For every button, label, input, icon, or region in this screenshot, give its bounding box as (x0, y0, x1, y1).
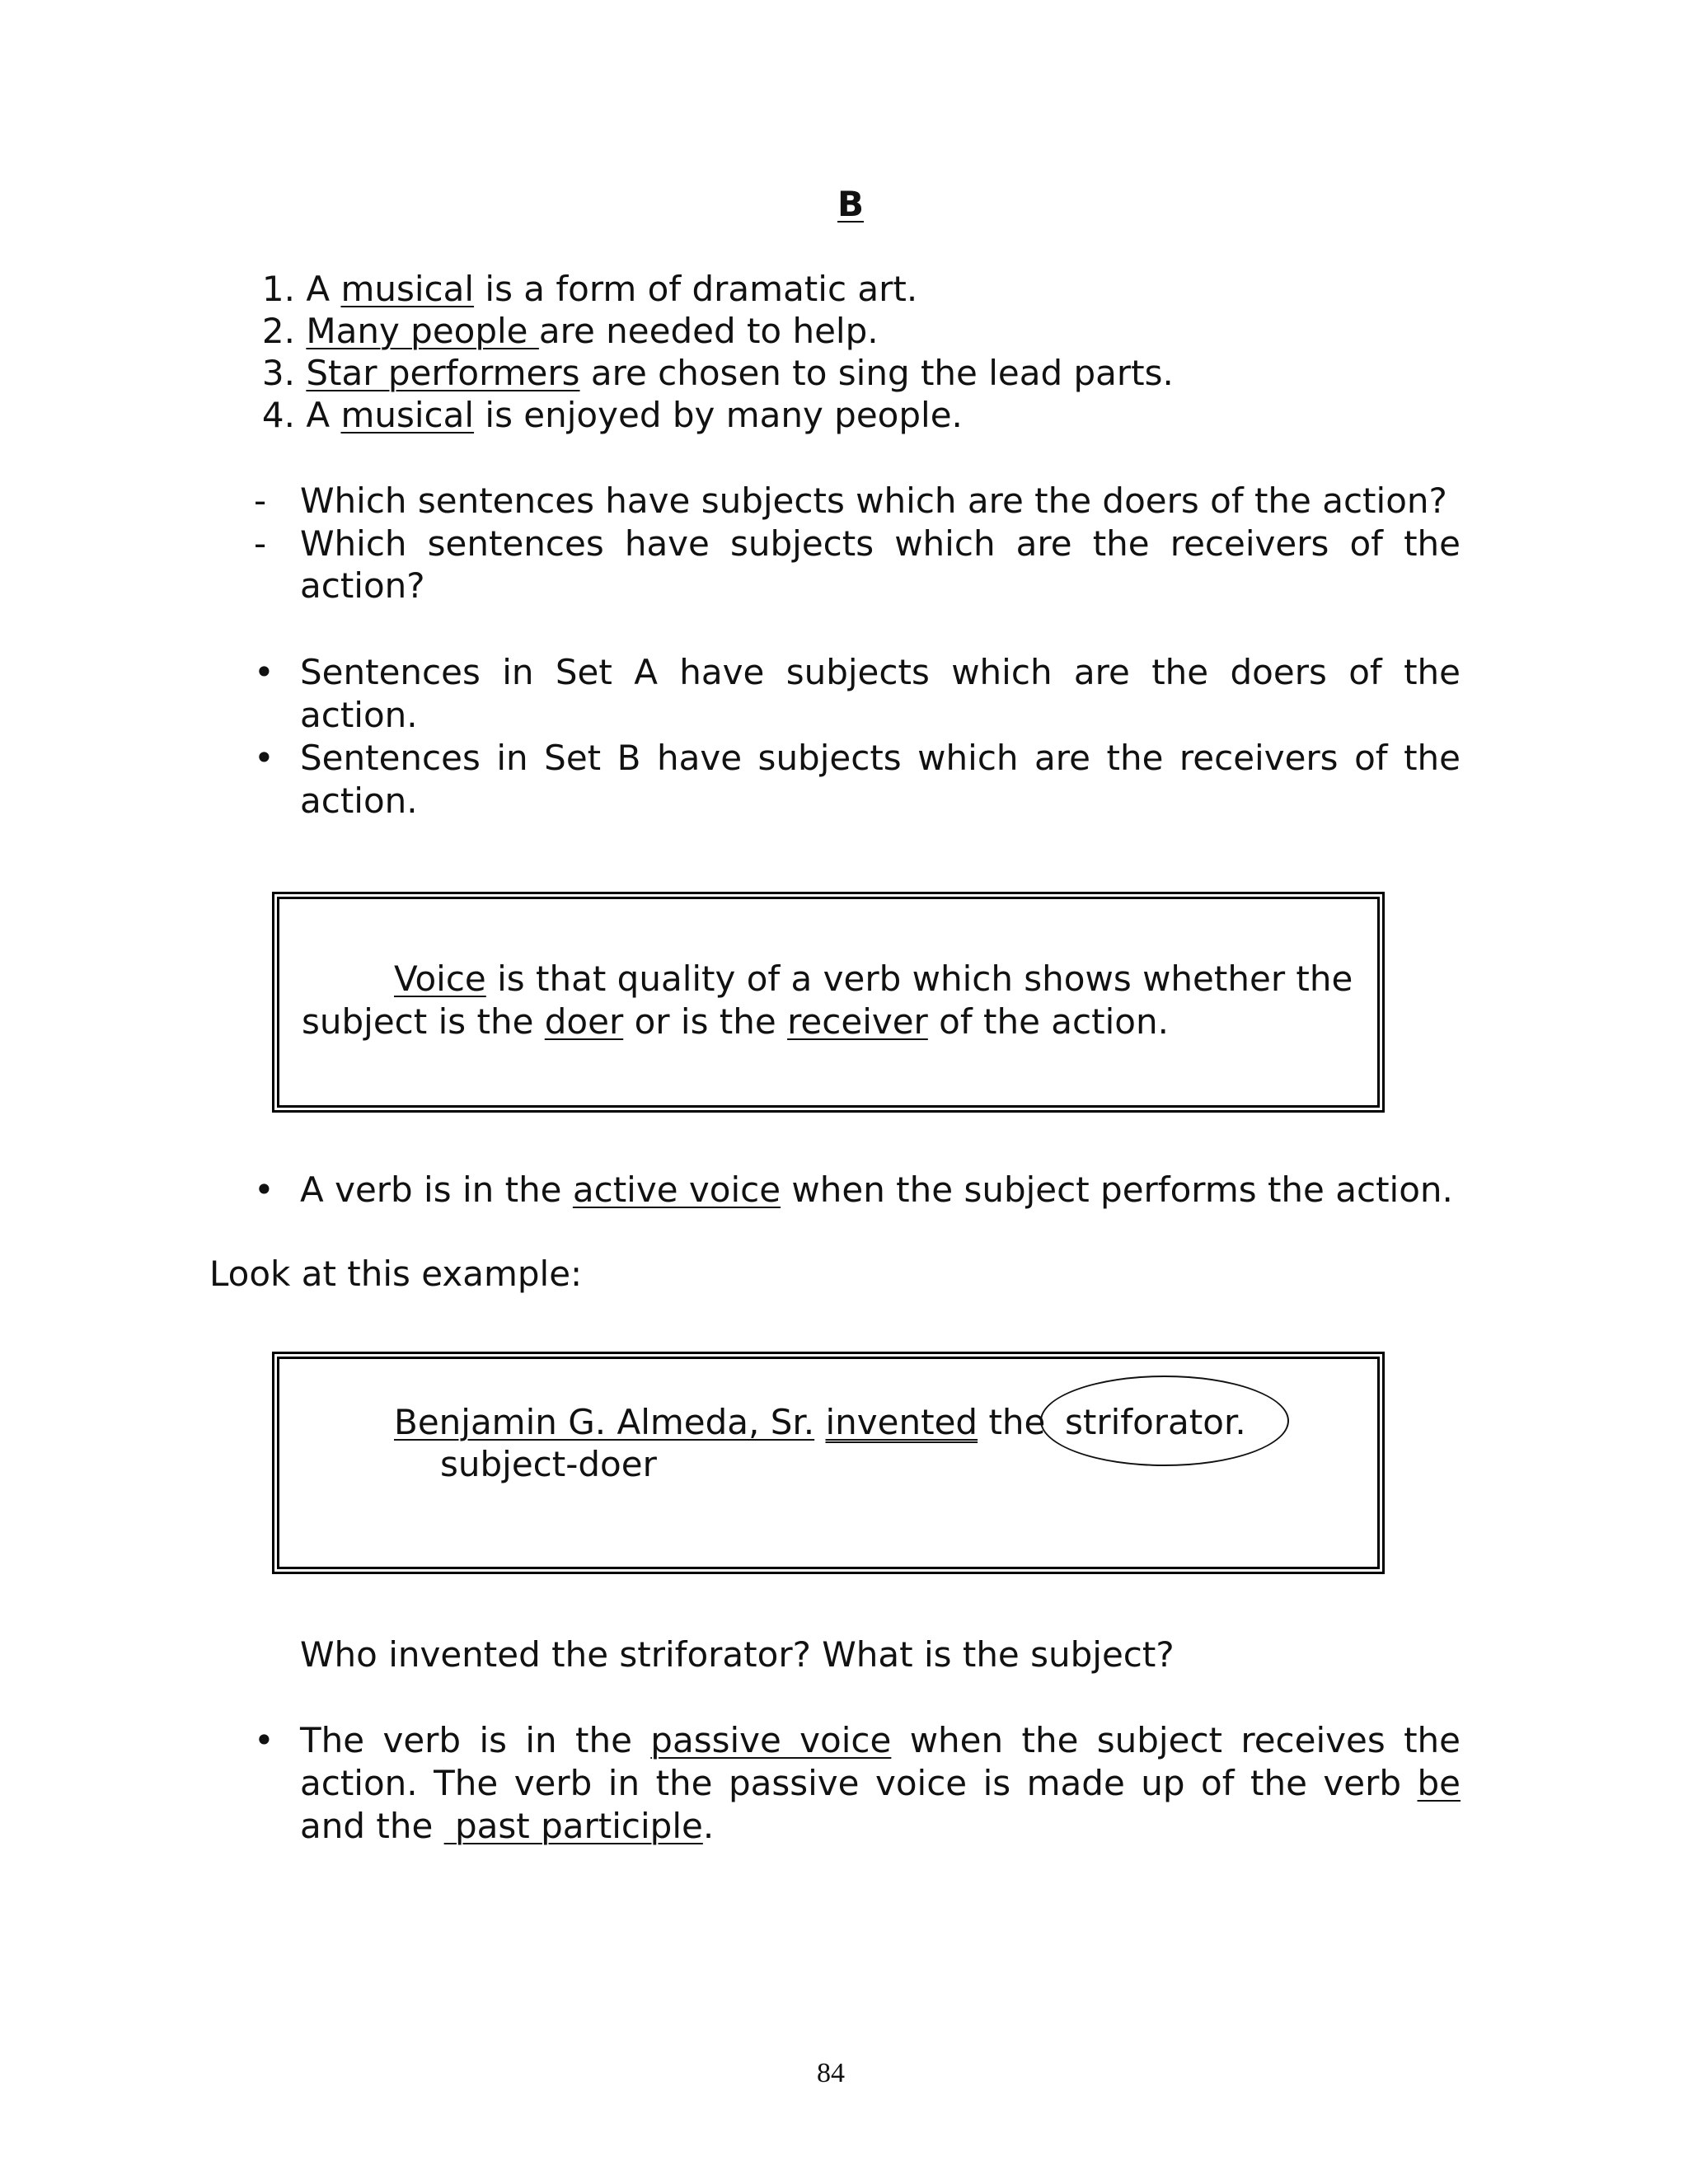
rule-text: . (702, 1806, 715, 1846)
dash-marker: - (254, 523, 267, 564)
bullet-marker: • (254, 652, 274, 692)
item-number: 2. (261, 311, 295, 351)
item-subject: musical (340, 269, 475, 309)
passive-voice-rule (300, 1805, 714, 1848)
item-text: are chosen to sing the lead parts. (579, 353, 1174, 393)
definition-line (302, 1001, 1169, 1043)
term-doer: doer (544, 1001, 624, 1042)
definition-text: is that quality of a verb which shows whether the (485, 958, 1353, 999)
finding-text: Sentences in Set A have subjects which are the doers of the (300, 652, 1461, 692)
term-active-voice: active voice (572, 1169, 781, 1210)
list-item (252, 352, 1174, 395)
item-subject: Many people (306, 311, 539, 351)
definition-text: subject is the (302, 1001, 545, 1042)
rule-text: action. The verb in the passive voice is made up of the verb (300, 1763, 1418, 1803)
item-text: is enjoyed by many people. (474, 395, 963, 435)
finding-text: Sentences in Set B have subjects which are the receivers of the (300, 738, 1461, 778)
list-item (252, 394, 963, 437)
object-circle (1040, 1376, 1289, 1466)
example-question: Who invented the striforator? What is the subject? (300, 1634, 1175, 1675)
item-text: A (306, 395, 341, 435)
finding-text: action. (300, 695, 418, 735)
passive-voice-rule (300, 1719, 1461, 1762)
item-text: is a form of dramatic art. (474, 269, 918, 309)
question-text: action? (300, 565, 425, 606)
rule-text: when the subject performs the action. (781, 1169, 1453, 1210)
item-number: 1. (261, 269, 295, 309)
dash-marker: - (254, 480, 267, 521)
example-sentence (394, 1401, 1045, 1444)
section-heading: B (837, 184, 865, 224)
list-item (252, 268, 917, 311)
question-text: Which sentences have subjects which are the receivers of the (300, 523, 1461, 564)
active-voice-rule (300, 1169, 1453, 1212)
definition-line (394, 958, 1353, 1001)
rule-text: The verb is in the (300, 1720, 651, 1760)
question-text: Which sentences have subjects which are the doers of the action? (300, 480, 1447, 521)
example-verb: invented (825, 1402, 978, 1442)
page-number: 84 (817, 2058, 845, 2088)
term-be: be (1417, 1763, 1461, 1803)
example-text: the (978, 1402, 1046, 1442)
bullet-marker: • (254, 1169, 274, 1210)
item-text: A (306, 269, 341, 309)
term-voice: Voice (394, 958, 486, 999)
passive-voice-rule (300, 1762, 1461, 1805)
item-number: 3. (261, 353, 295, 393)
term-past-participle: past participle (443, 1806, 703, 1846)
finding-text: action. (300, 780, 418, 821)
example-label: Look at this example: (209, 1254, 583, 1294)
definition-text: of the action. (927, 1001, 1169, 1042)
item-number: 4. (261, 395, 295, 435)
item-subject: Star performers (306, 353, 580, 393)
term-passive-voice: passive voice (650, 1720, 892, 1760)
rule-text: A verb is in the (300, 1169, 573, 1210)
bullet-marker: • (254, 1720, 274, 1760)
bullet-marker: • (254, 738, 274, 778)
rule-text: when the subject receives the (891, 1720, 1461, 1760)
item-text: are needed to help. (538, 311, 879, 351)
list-item (252, 310, 879, 353)
example-subject: Benjamin G. Almeda, Sr. (394, 1402, 815, 1442)
example-object: striforator. (1065, 1402, 1246, 1442)
rule-text: and the (300, 1806, 444, 1846)
definition-text: or is the (623, 1001, 788, 1042)
term-receiver: receiver (787, 1001, 928, 1042)
example-caption: subject-doer (440, 1444, 657, 1484)
item-subject: musical (340, 395, 475, 435)
